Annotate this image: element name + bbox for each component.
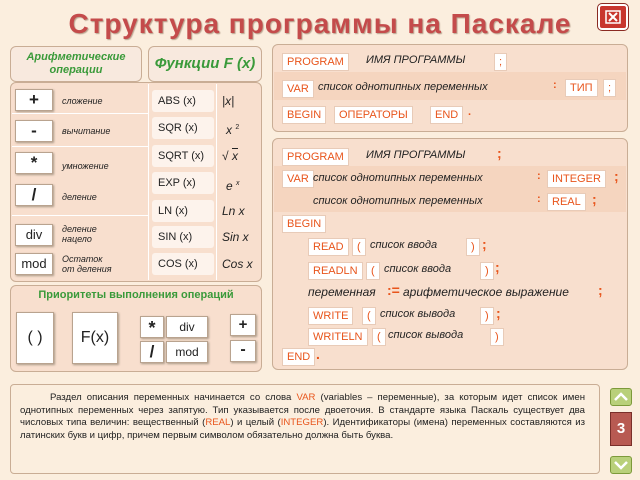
colon: :	[537, 170, 541, 182]
semi: ;	[495, 259, 500, 275]
priority-parens[interactable]: ( )	[16, 312, 54, 364]
close-paren: )	[480, 262, 494, 280]
multiply-op-button[interactable]: *	[15, 152, 53, 174]
kw-writeln: WRITELN	[308, 328, 368, 346]
semi: ;	[496, 305, 501, 321]
func-exp-math: e $^x$	[226, 179, 240, 193]
divide-desc: деление	[62, 192, 97, 202]
semi: ;	[497, 145, 502, 161]
divider	[12, 215, 148, 216]
div-op-button[interactable]: div	[15, 224, 53, 246]
kw-var: VAR	[282, 80, 314, 98]
func-cos[interactable]: COS (x)	[152, 253, 214, 275]
func-sin-math: Sin x	[222, 230, 249, 244]
minus-op-button[interactable]: -	[15, 120, 53, 142]
semi: ;	[482, 236, 487, 252]
priority-function[interactable]: F(x)	[72, 312, 118, 364]
colon: :	[537, 193, 541, 205]
kw-begin: BEGIN	[282, 215, 326, 233]
func-exp[interactable]: EXP (x)	[152, 172, 214, 194]
priority-plus[interactable]: +	[230, 314, 256, 336]
close-paren: )	[490, 328, 504, 346]
kw-end: END	[430, 106, 463, 124]
priority-multiply[interactable]: *	[140, 316, 164, 338]
divide-op-button[interactable]: /	[15, 184, 53, 206]
divider	[148, 84, 149, 280]
operations-panel	[10, 82, 262, 282]
close-icon	[604, 9, 622, 25]
func-sqrt-math: √ x	[222, 149, 238, 163]
variable: переменная	[308, 285, 376, 299]
prog-name: ИМЯ ПРОГРАММЫ	[366, 149, 466, 161]
func-cos-math: Cos x	[222, 257, 253, 271]
expression: арифметическое выражение	[403, 285, 569, 299]
dot: .	[468, 106, 472, 118]
func-sqr[interactable]: SQR (x)	[152, 117, 214, 139]
func-ln[interactable]: LN (x)	[152, 200, 214, 222]
semi: ;	[494, 53, 507, 71]
kw-program: PROGRAM	[282, 148, 349, 166]
var-list-integer: список однотипных переменных	[313, 172, 483, 184]
priority-div[interactable]: div	[166, 316, 208, 338]
prog-name: ИМЯ ПРОГРАММЫ	[366, 54, 466, 66]
div-desc: деление нацело	[62, 224, 97, 244]
assign-op: :=	[387, 282, 400, 298]
kw-read: READ	[308, 238, 349, 256]
output-list: список вывода	[388, 329, 464, 341]
open-paren: (	[362, 307, 376, 325]
func-ln-math: Ln x	[222, 204, 245, 218]
priority-mod[interactable]: mod	[166, 341, 208, 363]
description-text: Раздел описания переменных начинается со слова VAR (variables – переменные), за которым идет список имен однотипных переменных через запятую. Тип указывается после двоеточия. В стандарте языка Паскаль существует два числовых типа величин: вещественный (REAL) и целый (INTEGER). Идентификаторы (имена) переменных составляются из латинских букв и цифр, причем первым символом обязательно должна быть буква.	[20, 392, 586, 441]
kw-var: VAR	[282, 170, 314, 188]
kw-end: END	[282, 348, 315, 366]
divider	[12, 113, 148, 114]
kw-readln: READLN	[308, 262, 363, 280]
semi: ;	[614, 168, 619, 184]
var-list-real: список однотипных переменных	[313, 195, 483, 207]
open-paren: (	[352, 238, 366, 256]
arrow-up-icon	[611, 389, 631, 405]
func-abs[interactable]: ABS (x)	[152, 90, 214, 112]
type-integer: INTEGER	[547, 170, 606, 188]
input-list: список ввода	[384, 263, 452, 275]
kw-write: WRITE	[308, 307, 353, 325]
func-sqrt[interactable]: SQRT (x)	[152, 145, 214, 167]
open-paren: (	[366, 262, 380, 280]
arrow-down-icon	[611, 457, 631, 473]
semi: ;	[592, 191, 597, 207]
close-paren: )	[480, 307, 494, 325]
nav-down-button[interactable]	[610, 456, 632, 474]
semi: ;	[598, 282, 603, 298]
semi: ;	[603, 79, 616, 97]
priority-minus[interactable]: -	[230, 340, 256, 362]
priority-divide[interactable]: /	[140, 341, 164, 363]
kw-program: PROGRAM	[282, 53, 349, 71]
page-number: 3	[610, 412, 632, 446]
mod-op-button[interactable]: mod	[15, 253, 53, 275]
arith-header: Арифметические операции	[10, 46, 142, 82]
type-keyword: ТИП	[565, 79, 598, 97]
divider	[216, 84, 217, 280]
plus-desc: сложение	[62, 96, 103, 106]
close-button[interactable]	[598, 4, 628, 30]
priority-title: Приоритеты выполнения операций	[38, 289, 234, 301]
var-list: список однотипных переменных	[318, 81, 488, 93]
plus-op-button[interactable]: +	[15, 89, 53, 111]
minus-desc: вычитание	[62, 126, 111, 136]
operators: ОПЕРАТОРЫ	[334, 106, 413, 124]
divider	[12, 146, 148, 147]
output-list: список вывода	[380, 308, 456, 320]
dot: .	[316, 346, 320, 362]
mod-desc: Остаток от деления	[62, 254, 112, 274]
multiply-desc: умножение	[62, 161, 109, 171]
func-sin[interactable]: SIN (x)	[152, 226, 214, 248]
kw-begin: BEGIN	[282, 106, 326, 124]
input-list: список ввода	[370, 239, 438, 251]
functions-header: Функции F (x)	[148, 46, 262, 82]
func-abs-math: |x|	[222, 94, 235, 108]
func-sqr-math: x $^2$	[226, 123, 240, 137]
type-real: REAL	[547, 193, 586, 211]
page-title: Структура программы на Паскале	[68, 8, 572, 39]
open-paren: (	[372, 328, 386, 346]
nav-up-button[interactable]	[610, 388, 632, 406]
colon: :	[553, 79, 557, 91]
close-paren: )	[466, 238, 480, 256]
